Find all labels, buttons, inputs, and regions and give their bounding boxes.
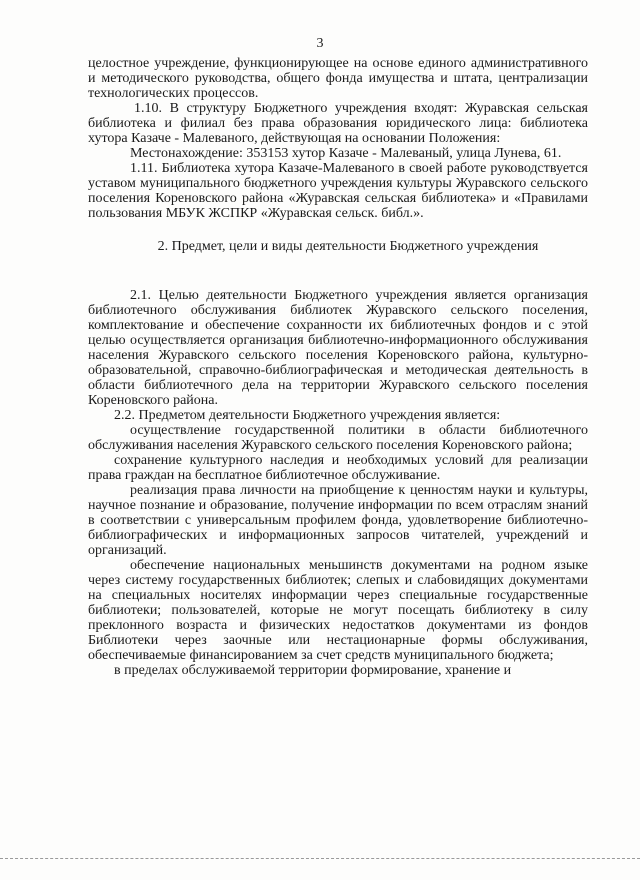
- spacer: [88, 254, 588, 288]
- paragraph-location: Местонахождение: 353153 хутор Казаче - Малеваный, улица Лунева, 61.: [130, 146, 562, 161]
- page-number: 3: [316, 36, 324, 51]
- section-heading: 2. Предмет, цели и виды деятельности Бюджетного учреждения: [157, 239, 539, 254]
- paragraph-item-state-policy: осуществление государственной политики в области библиотечного обслуживания населения Журавского сельского поселения Кореновского района;: [88, 423, 588, 453]
- spacer: [88, 221, 588, 239]
- paragraph-item-territory: в пределах обслуживаемой территории формирование, хранение и: [114, 663, 512, 678]
- paragraph-2-2: 2.2. Предметом деятельности Бюджетного учреждения является:: [114, 408, 501, 423]
- paragraph-item-heritage: сохранение культурного наследия и необходимых условий для реализации права граждан на бесплатное библиотечное обслуживание.: [88, 453, 588, 483]
- paragraph-1-11: 1.11. Библиотека хутора Казаче-Малеваного в своей работе руководствуется уставом муниципального бюджетного учреждения культуры Журавского сельского поселения Кореновского района «Журавская сельская библиотека» и «Правилами пользования МБУК ЖСПКР «Журавская сельск. библ.».: [88, 161, 588, 221]
- paragraph-2-1: 2.1. Целью деятельности Бюджетного учреждения является организация библиотечного обслуживания библиотек Журавского сельского поселения, комплектование и обеспечение сохранности их библиотечных фондов и с этой целью осуществляется организация библиотечно-информационного обслуживания населения Журавского сельского поселения Кореновского района, культурно-образовательной, справочно-библиографическая и методическая деятельность в области библиотечного дела на территории Журавского сельского поселения Кореновского района.: [88, 288, 588, 408]
- paragraph-1-10: 1.10. В структуру Бюджетного учреждения входят: Журавская сельская библиотека и филиал без права образования юридического лица: библиотека хутора Казаче - Малеваного, действующая на основании Положения:: [88, 101, 588, 146]
- paragraph-item-minorities: обеспечение национальных меньшинств документами на родном языке через систему государственных библиотек; слепых и слабовидящих документами на специальных носителях информации через специальные государственные библиотеки; пользователей, которые не могут посещать библиотеку в силу преклонного возраста и физических недостатков документами из фондов Библиотеки через заочные или нестационарные формы обслуживания, обеспечиваемые финансированием за счет средств муниципального бюджета;: [88, 558, 588, 663]
- scan-edge-line: [0, 858, 640, 860]
- paragraph-continuation: целостное учреждение, функционирующее на основе единого административного и методического руководства, общего фонда имущества и штата, централизации технологических процессов.: [88, 56, 588, 101]
- paragraph-item-rights: реализация права личности на приобщение к ценностям науки и культуры, научное познание и образование, получение информации по всем отраслям знаний в соответствии с универсальным профилем фонда, удовлетворение библиотечно-библиографических и информационных запросов читателей, учреждений и организаций.: [88, 483, 588, 558]
- document-body: [88, 56, 588, 678]
